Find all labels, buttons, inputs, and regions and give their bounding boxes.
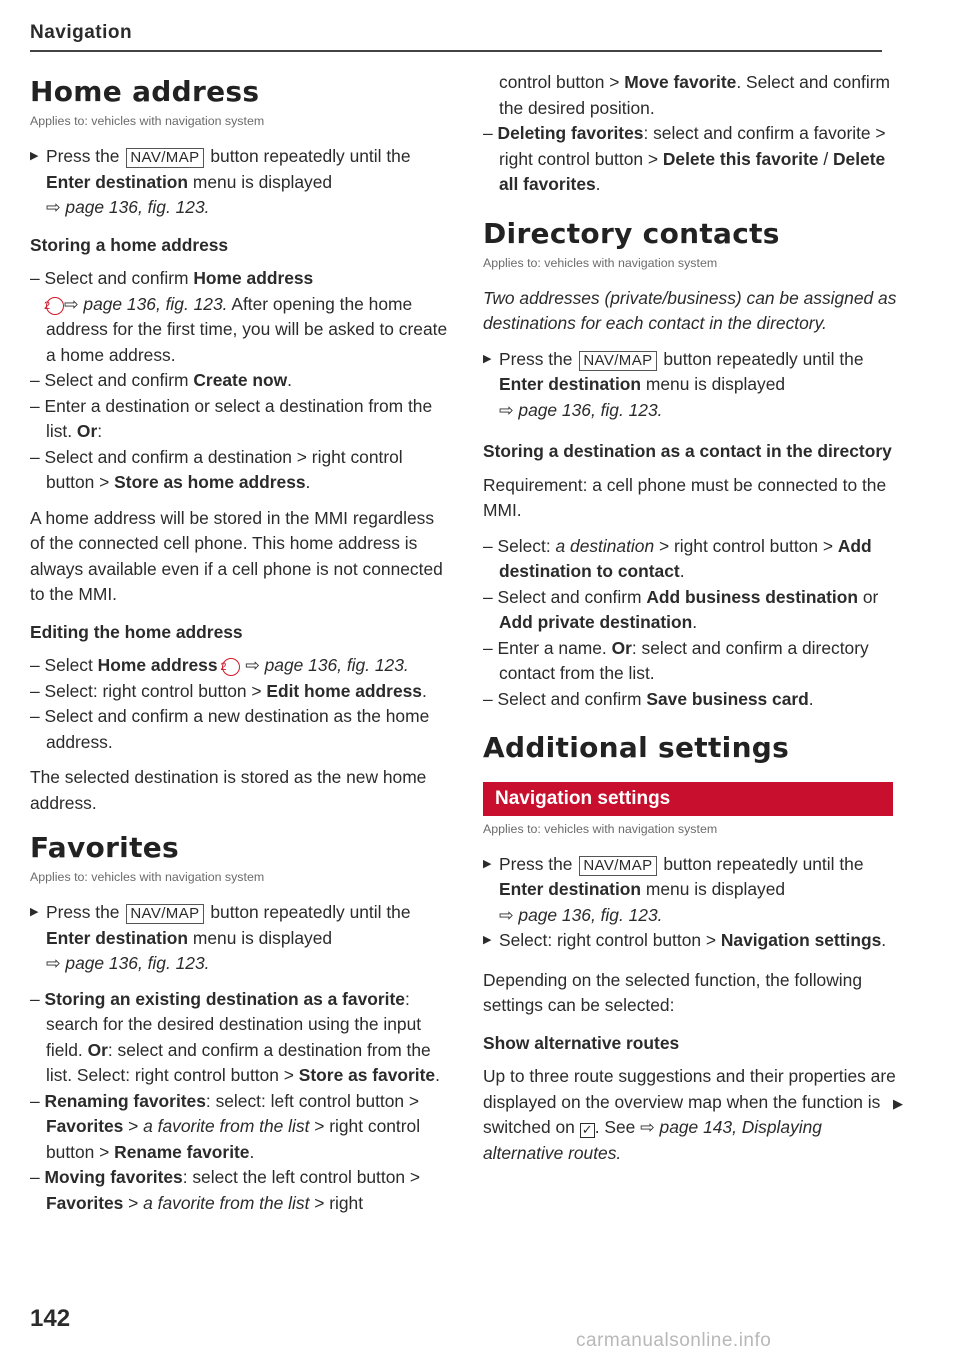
checkbox-checked-icon: ✓ [580, 1123, 595, 1138]
page-reference: ⇨ page 136, fig. 123. [499, 399, 663, 420]
paragraph: Depending on the selected function, the following settings can be selected: [483, 969, 862, 1015]
list-item-continued: control button > Move favorite. Select and confirm the desired position. [499, 72, 891, 118]
running-header: Navigation [30, 22, 133, 43]
page-reference: ⇨ page 136, fig. 123. [46, 197, 210, 217]
section-title-favorites: Favorites [30, 831, 180, 864]
list-item: – Deleting favorites: select and confirm a favorite > right control button > Delete this favorite / Delete all favorites. [483, 123, 886, 194]
step-select-nav-settings: ▶ Select: right control button > Navigation settings. [483, 928, 903, 954]
right-column [483, 70, 903, 1166]
step-triangle-icon: ▶ [30, 150, 39, 162]
list-item: – Select Home address 2 ⇨ page 136, fig. 123. [30, 655, 409, 675]
callout-2-icon: 2 [222, 658, 240, 676]
subsection-bar-navigation-settings: Navigation settings [483, 782, 893, 816]
list-item: – Select and confirm Create now. [30, 370, 292, 390]
paragraph: The selected destination is stored as the new home address. [30, 767, 427, 813]
page-number: 142 [30, 1305, 71, 1332]
applies-note: Applies to: vehicles with navigation system [483, 821, 718, 836]
list-item: – Renaming favorites: select: left control button > Favorites > a favorite from the list > right control button > Rename favorite. [30, 1090, 421, 1162]
list-item: – Moving favorites: select the left control button > Favorites > a favorite from the list > right [30, 1167, 421, 1213]
page-reference: ⇨ page 136, fig. 123. [499, 904, 663, 925]
subheading-editing-home: Editing the home address [30, 621, 243, 642]
nav-map-key: NAV/MAP [126, 148, 203, 168]
applies-note: Applies to: vehicles with navigation system [30, 114, 265, 128]
subheading-storing-home: Storing a home address [30, 234, 229, 255]
list-item: – Enter a destination or select a destination from the list. Or: [30, 395, 433, 441]
subheading-show-alternative-routes: Show alternative routes [483, 1032, 680, 1053]
left-column [30, 70, 450, 1216]
list-item: – Enter a name. Or: select and confirm a directory contact from the list. [483, 637, 869, 683]
header-divider [30, 50, 882, 52]
section-title-directory-contacts: Directory contacts [483, 216, 780, 250]
list-item: – Select and confirm a destination > right control button > Store as home address. [30, 446, 403, 492]
nav-map-key: NAV/MAP [579, 351, 656, 371]
applies-note: Applies to: vehicles with navigation system [30, 870, 265, 884]
paragraph: A home address will be stored in the MMI regardless of the connected cell phone. This home address is always available even if a cell phone is not connected to the MMI. [30, 507, 443, 604]
watermark: carmanualsonline.info [576, 1330, 772, 1351]
step-triangle-icon: ▶ [483, 857, 492, 870]
step-nav-map: ▶ Press the NAV/MAP button repeatedly until the Enter destination menu is displayed ⇨ page 136, fig. 123. [30, 146, 411, 217]
list-item: – Select and confirm a new destination as the home address. [30, 706, 430, 752]
requirement: Requirement: a cell phone must be connected to the MMI. [483, 474, 887, 520]
applies-note: Applies to: vehicles with navigation system [483, 255, 718, 270]
step-nav-map: ▶ Press the NAV/MAP button repeatedly until the Enter destination menu is displayed ⇨ page 136, fig. 123. [483, 348, 864, 420]
step-triangle-icon: ▶ [483, 352, 492, 365]
list-item: – Select: right control button > Edit home address. [30, 680, 427, 701]
nav-map-key: NAV/MAP [126, 904, 203, 924]
step-nav-map: ▶ Press the NAV/MAP button repeatedly until the Enter destination menu is displayed ⇨ page 136, fig. 123. [30, 902, 411, 973]
section-title-home-address: Home address [30, 75, 260, 108]
list-item: – Select: a destination > right control button > Add destination to contact. [483, 535, 872, 581]
nav-map-key: NAV/MAP [579, 856, 656, 876]
list-item: – Select and confirm Home address 2 ⇨ page 136, fig. 123. After opening the home address for the first time, you will be asked to create a home address. [30, 268, 448, 365]
subheading-storing-contact: Storing a destination as a contact in the directory [483, 441, 892, 461]
step-nav-map: ▶ Press the NAV/MAP button repeatedly until the Enter destination menu is displayed ⇨ page 136, fig. 123. [483, 853, 864, 925]
step-triangle-icon: ▶ [483, 934, 492, 946]
page-reference: ⇨ page 136, fig. 123. [46, 953, 210, 973]
list-item: – Select and confirm Add business destination or Add private destination. [483, 586, 879, 632]
section-title-additional-settings: Additional settings [483, 731, 790, 764]
step-triangle-icon: ▶ [30, 906, 39, 918]
paragraph: Up to three route suggestions and their properties are displayed on the overview map when the function is switched on ✓ . See ⇨ page 143, Displaying alternative routes. ▶ [483, 1066, 903, 1163]
section-intro: Two addresses (private/business) can be assigned as destinations for each contact in the directory. [483, 287, 897, 333]
list-item: – Select and confirm Save business card. [483, 688, 814, 709]
continue-arrow-icon: ▶ [893, 1096, 903, 1111]
callout-2-icon: 2 [46, 297, 64, 315]
list-item: – Storing an existing destination as a favorite: search for the desired destination using the input field. Or: select and confirm a destination from the list. Select: right control button > Store as favorite. [30, 988, 440, 1085]
